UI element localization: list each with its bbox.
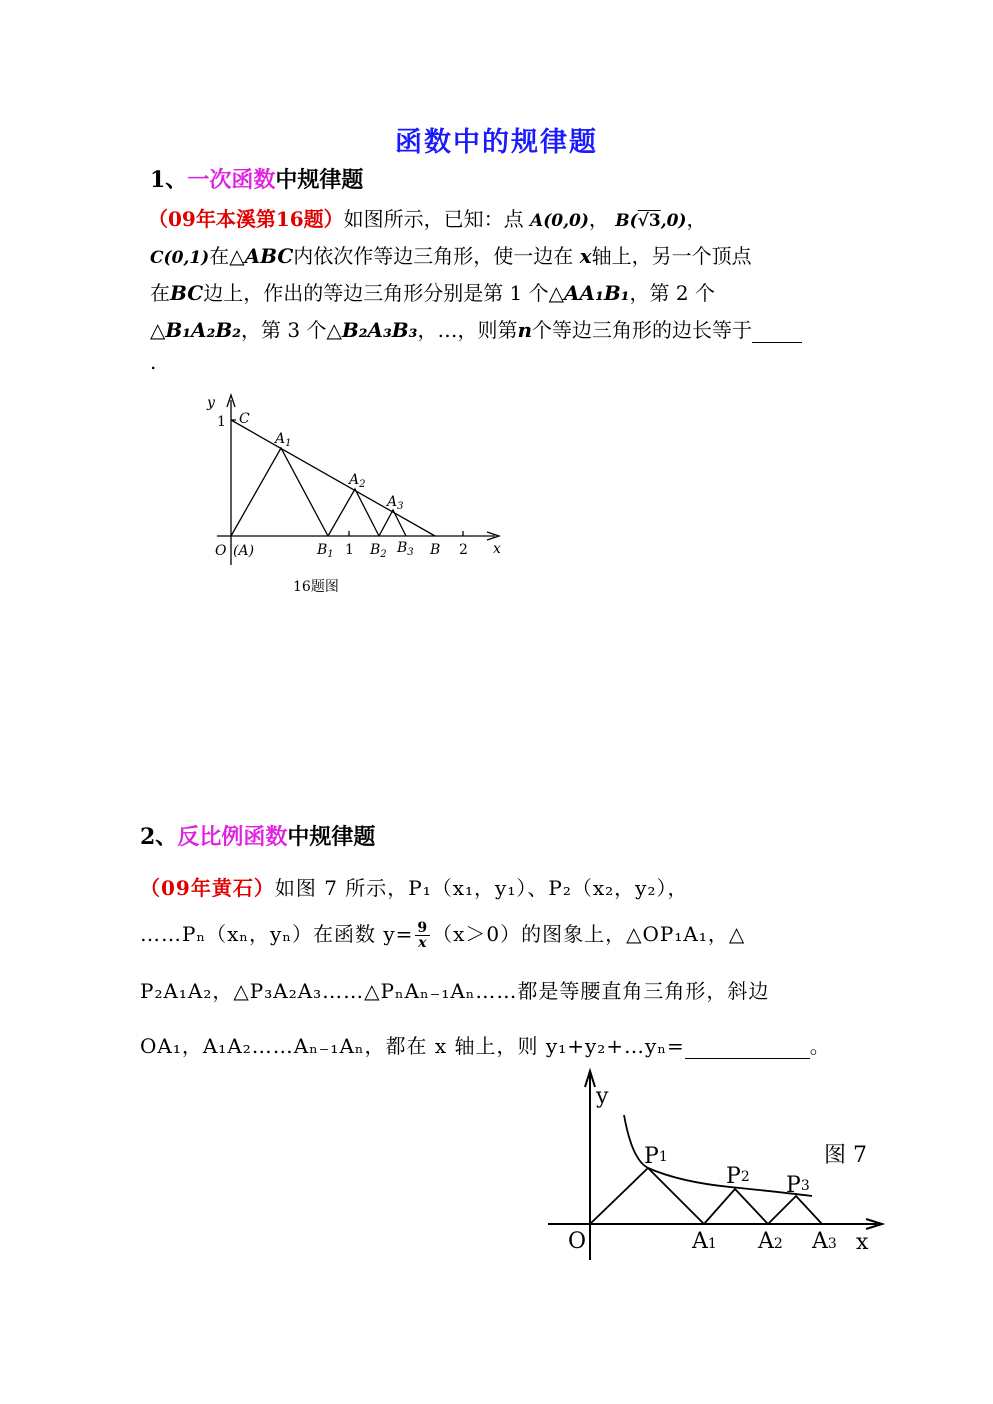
page-title: 函数中的规律题 [395, 127, 598, 158]
section1-line1-text: 如图所示，已知：点 [343, 207, 524, 231]
p1: P [644, 1144, 659, 1169]
label-y: y [207, 395, 215, 411]
text: ，…，则第 [417, 318, 518, 342]
a2-sub: 2 [773, 1236, 783, 1252]
section1-line3 [150, 277, 715, 306]
label-b: B [430, 542, 441, 558]
text: 在 [209, 244, 230, 268]
section1-heading [150, 163, 363, 194]
p2: P [726, 1164, 741, 1189]
label-a2 [347, 472, 366, 490]
b2-sub: 2 [380, 549, 387, 560]
p3: P [786, 1173, 801, 1198]
section2-source: （09年黄石） [140, 876, 275, 900]
section1-source: （09年本溪第16题） [148, 207, 344, 231]
figure-7-caption: 图 7 [824, 1143, 867, 1168]
a1: A [692, 1229, 708, 1254]
label-b3 [396, 540, 414, 558]
a3: A [387, 494, 398, 510]
label-a-paren: (A) [233, 543, 255, 559]
label-c: C [239, 411, 250, 427]
point-a: A(0,0) [530, 211, 589, 231]
section2-heading-rest: 中规律题 [287, 824, 376, 850]
point-b-post: ,0) [660, 211, 687, 231]
a1-sub: 1 [707, 1236, 717, 1252]
comma: ， [686, 207, 707, 231]
point-b-pre: B( [615, 211, 638, 231]
triangle-2-shape [328, 489, 379, 536]
triangle-2: △B₁A₂B₂ [150, 318, 241, 342]
label-a1 [273, 431, 292, 449]
section2-heading-topic: 反比例函数 [177, 824, 288, 850]
section2-heading [140, 820, 375, 851]
fraction-den: x [418, 935, 428, 951]
a1-sub: 1 [285, 438, 292, 449]
triangle-p2 [704, 1189, 768, 1224]
section2-line4 [140, 1030, 831, 1059]
triangle-3-shape [379, 510, 406, 536]
b3-sub: 3 [407, 547, 414, 558]
section2-heading-num: 2、 [140, 824, 178, 850]
period: . [150, 350, 157, 374]
a3: A [812, 1229, 828, 1254]
a1: A [275, 431, 286, 447]
p3-sub: 3 [800, 1178, 810, 1194]
a2: A [349, 472, 360, 488]
label-a3 [811, 1229, 837, 1254]
triangle-1: △AA₁B₁ [548, 281, 630, 305]
triangle-3: △B₂A₃B₃ [326, 318, 418, 342]
b3: B [397, 540, 408, 556]
text: 在 [150, 281, 170, 305]
a2-sub: 2 [359, 479, 366, 490]
label-x-two: 2 [459, 542, 468, 558]
section1-line4 [150, 314, 802, 343]
label-o: O [215, 543, 227, 559]
b2: B [370, 542, 381, 558]
triangle-abc: △ABC [229, 244, 294, 268]
fraction [415, 921, 430, 950]
answer-blank [752, 318, 802, 343]
figure-16-caption: 16题图 [293, 579, 339, 595]
point-b [615, 211, 686, 231]
section2-line3: P₂A₁A₂，△P₃A₂A₃……△PₙAₙ₋₁Aₙ……都是等腰直角三角形，斜边 [140, 979, 770, 1003]
figure-16 [195, 385, 515, 605]
triangle-p3 [768, 1196, 822, 1224]
side-bc: BC [170, 281, 204, 305]
label-b1 [316, 542, 334, 560]
text: 轴上，另一个顶点 [591, 244, 752, 268]
section1-heading-rest: 中规律题 [275, 167, 364, 193]
label-y: y [596, 1084, 609, 1109]
label-a1 [691, 1229, 717, 1254]
text: 个等边三角形的边长等于 [532, 318, 752, 342]
a3-sub: 3 [827, 1236, 837, 1252]
x-var: x [579, 244, 592, 268]
text: 边上，作出的等边三角形分别是第 1 个 [203, 281, 549, 305]
label-p1 [644, 1144, 668, 1169]
comma: ， [588, 207, 609, 231]
n-var: n [517, 318, 532, 342]
text: ，第 2 个 [629, 281, 715, 305]
p2-sub: 2 [740, 1169, 750, 1185]
b1: B [317, 542, 328, 558]
text: （x＞0）的图象上，△OP₁A₁，△ [432, 922, 746, 946]
point-c: C(0,1) [150, 248, 210, 268]
section1-heading-topic: 一次函数 [187, 167, 276, 193]
a2: A [758, 1229, 774, 1254]
b1-sub: 1 [327, 549, 334, 560]
label-x-one: 1 [345, 542, 354, 558]
label-p2 [726, 1164, 750, 1189]
section1-line2 [150, 240, 752, 269]
line-bc [231, 420, 435, 536]
p1-sub: 1 [658, 1149, 668, 1165]
label-o: O [568, 1229, 587, 1254]
triangle-p1 [590, 1168, 704, 1224]
label-x: x [493, 541, 501, 557]
text: ……Pₙ（xₙ，yₙ）在函数 y= [140, 922, 414, 946]
text: OA₁，A₁A₂……Aₙ₋₁Aₙ，都在 x 轴上，则 y₁+y₂+…yₙ= [140, 1034, 685, 1058]
text: 如图 7 所示，P₁（x₁，y₁）、P₂（x₂，y₂）， [274, 876, 689, 900]
label-y-one: 1 [217, 414, 226, 430]
label-a2 [757, 1229, 783, 1254]
text: 。 [809, 1034, 831, 1058]
answer-blank-2 [685, 1034, 810, 1059]
label-p3 [786, 1173, 810, 1198]
triangle-1-shape [231, 448, 328, 536]
label-b2 [369, 542, 387, 560]
point-b-sqrt: √3 [637, 211, 661, 231]
section1-heading-num: 1、 [150, 167, 188, 193]
label-x: x [856, 1230, 869, 1255]
figure-7 [540, 1065, 900, 1265]
section2-line2 [140, 918, 745, 950]
text: ，第 3 个 [241, 318, 327, 342]
fraction-num: 9 [417, 920, 429, 936]
text: 内依次作等边三角形，使一边在 [293, 244, 574, 268]
section2-line1 [140, 872, 688, 901]
label-a3 [385, 494, 404, 512]
section1-line1 [148, 203, 706, 232]
a3-sub: 3 [397, 501, 404, 512]
